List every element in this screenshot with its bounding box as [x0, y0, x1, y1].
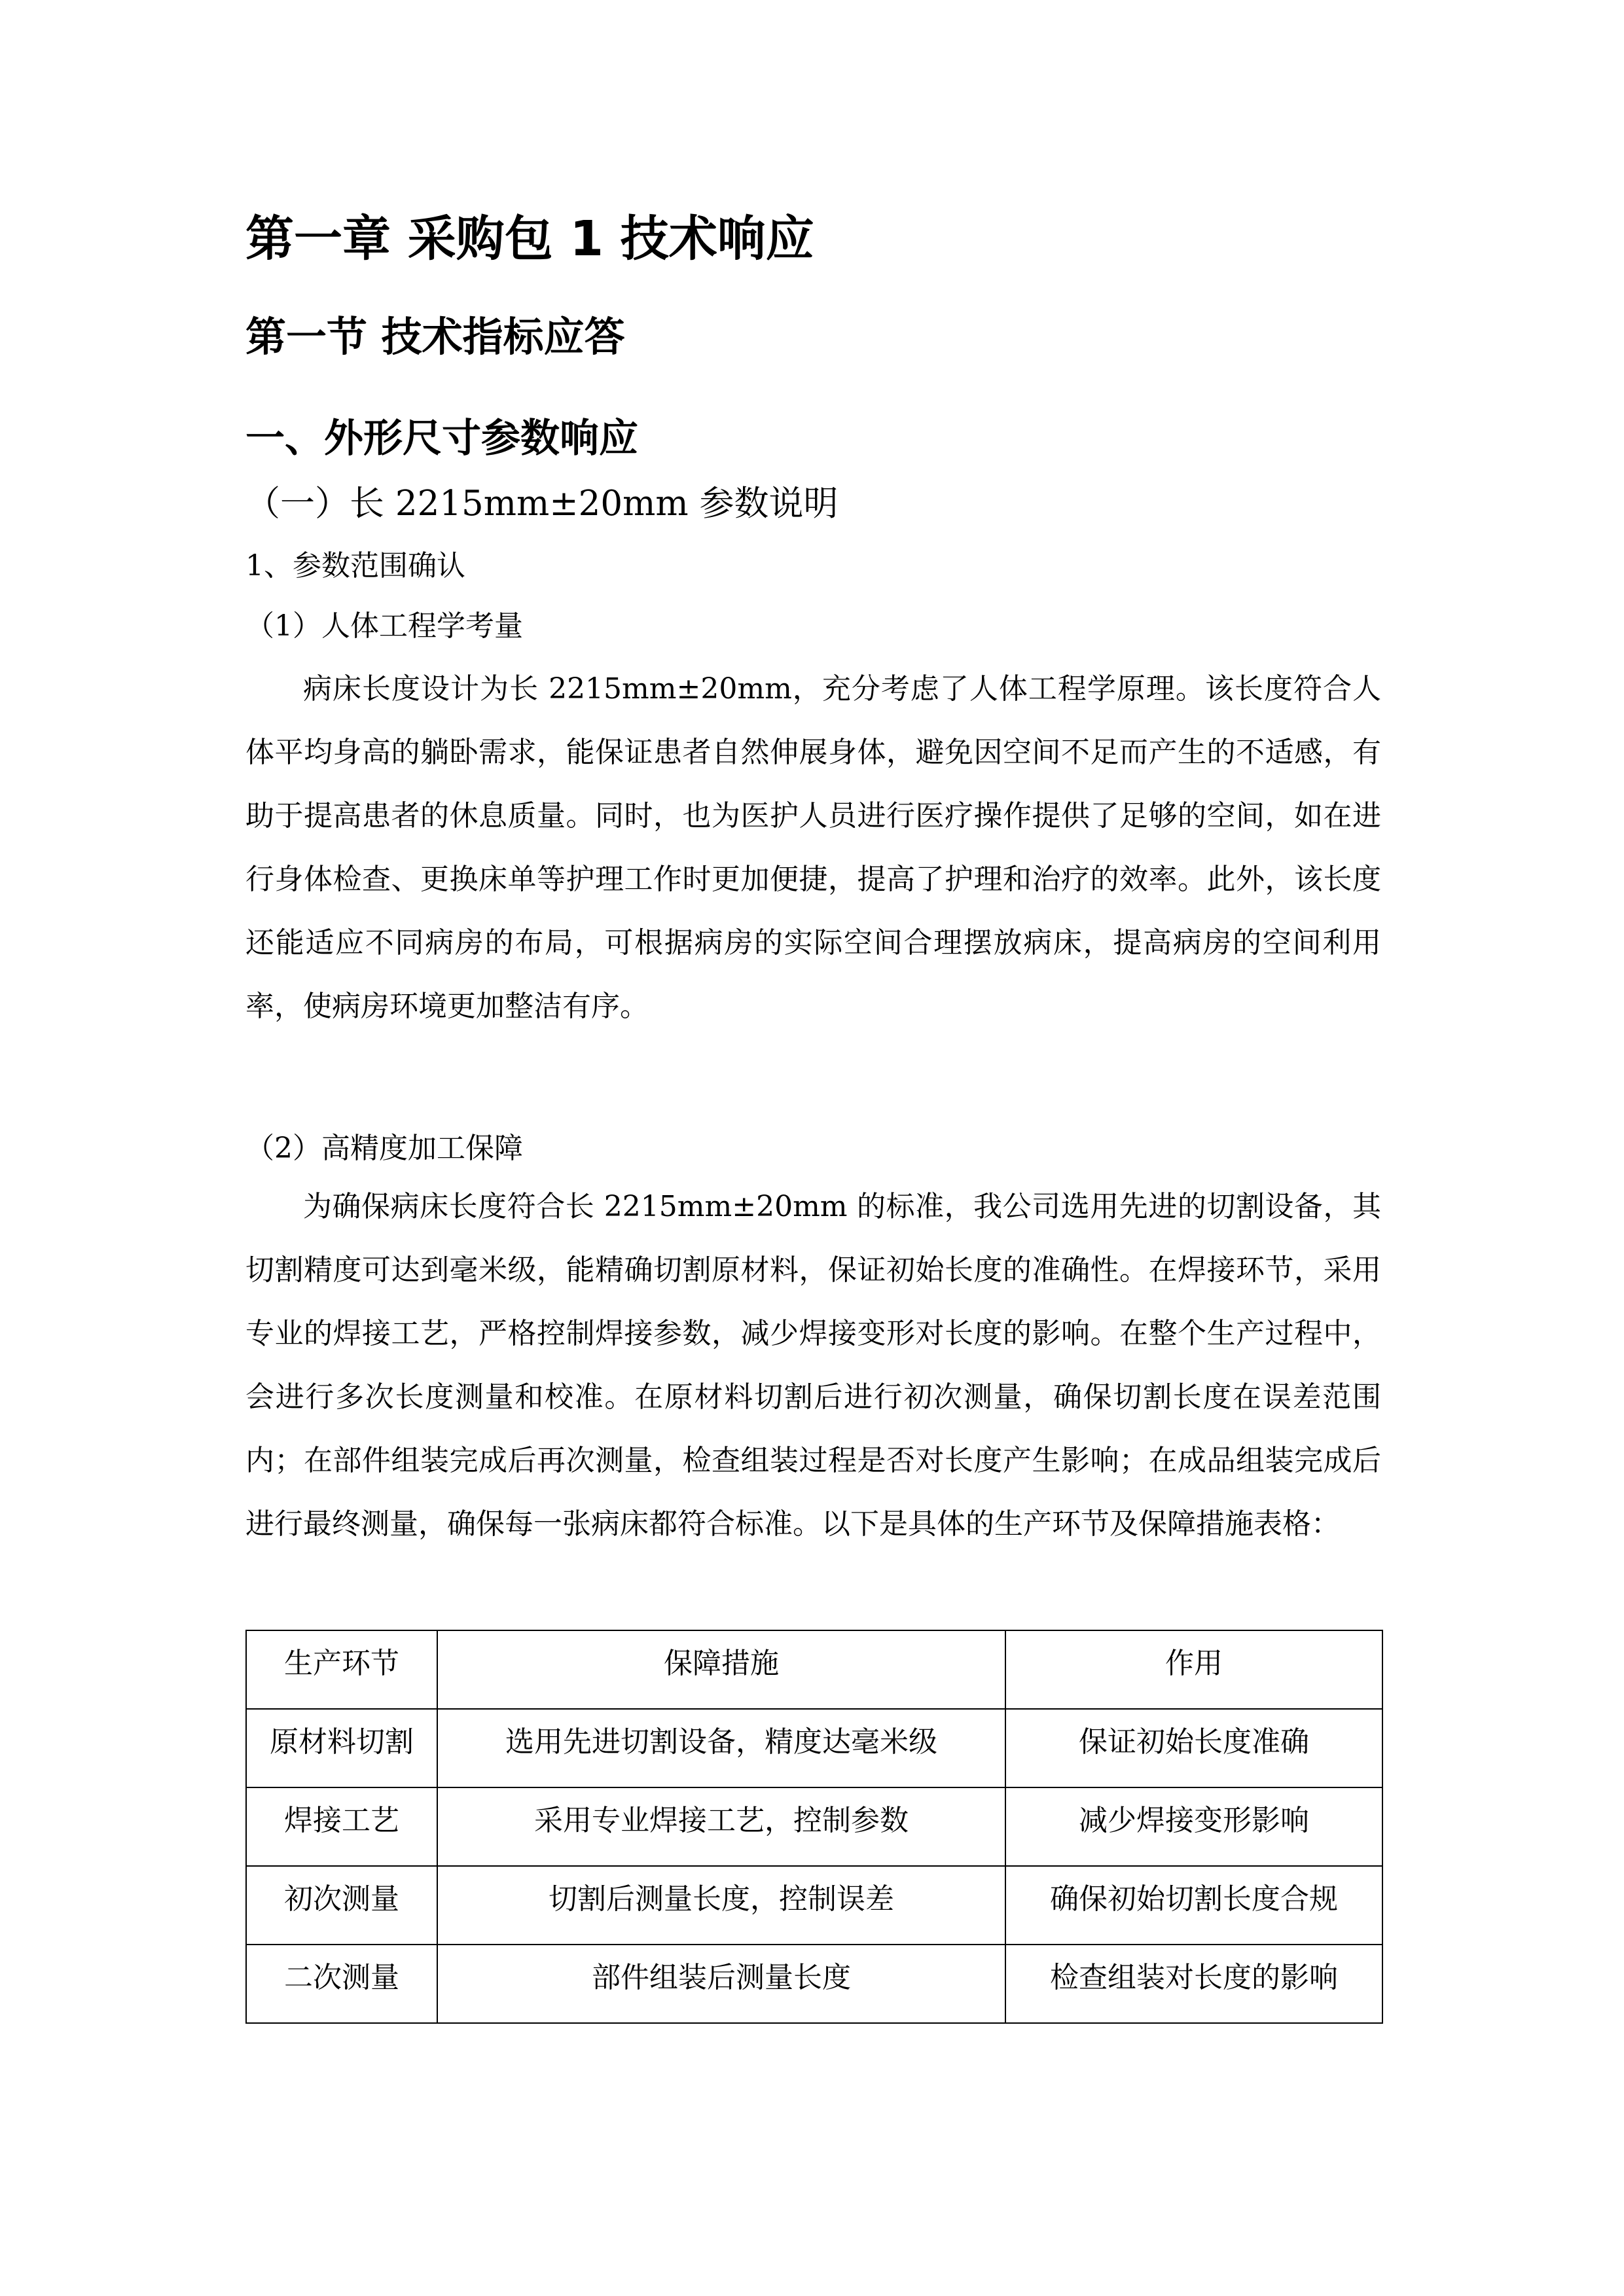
table-cell: 减少焊接变形影响 [1005, 1787, 1382, 1866]
table-cell: 部件组装后测量长度 [437, 1945, 1005, 2023]
table-header-cell: 保障措施 [437, 1630, 1005, 1709]
table-cell: 确保初始切割长度合规 [1005, 1866, 1382, 1945]
table-cell: 保证初始长度准确 [1005, 1709, 1382, 1787]
chapter-title: 第一章 采购包 1 技术响应 [245, 211, 814, 267]
table-cell: 采用专业焊接工艺，控制参数 [437, 1787, 1005, 1866]
table-header-cell: 生产环节 [246, 1630, 437, 1709]
subpoint-1-title: （1）人体工程学考量 [245, 609, 523, 643]
table-cell: 切割后测量长度，控制误差 [437, 1866, 1005, 1945]
table-row [246, 1709, 1382, 1787]
table-row [246, 1945, 1382, 2023]
table-header-cell: 作用 [1005, 1630, 1382, 1709]
production-measures-table [245, 1630, 1383, 2024]
table-row [246, 1787, 1382, 1866]
subpoint-2-title: （2）高精度加工保障 [245, 1132, 523, 1165]
subpoint-2-paragraph: 为确保病床长度符合长 2215mm±20mm 的标准，我公司选用先进的切割设备，其切割精度可达到毫米级，能精确切割原材料，保证初始长度的准确性。在焊接环节，采用专业的焊接工艺，严格控制焊接参数，减少焊接变形对长度的影响。在整个生产过程中，会进行多次长度测量和校准。在原材料切割后进行初次测量，确保切割长度在误差范围内；在部件组装完成后再次测量，检查组装过程是否对长度产生影响；在成品组装完成后进行最终测量，确保每一张病床都符合标准。以下是具体的生产环节及保障措施表格： [245, 1190, 1381, 1541]
table-cell: 选用先进切割设备，精度达毫米级 [437, 1709, 1005, 1787]
table-cell: 二次测量 [246, 1945, 437, 2023]
subsection-title: 一、外形尺寸参数响应 [245, 416, 638, 461]
subpoint-1-paragraph: 病床长度设计为长 2215mm±20mm，充分考虑了人体工程学原理。该长度符合人体平均身高的躺卧需求，能保证患者自然伸展身体，避免因空间不足而产生的不适感，有助于提高患者的休息质量。同时，也为医护人员进行医疗操作提供了足够的空间，如在进行身体检查、更换床单等护理工作时更加便捷，提高了护理和治疗的效率。此外，该长度还能适应不同病房的布局，可根据病房的实际空间合理摆放病床，提高病房的空间利用率，使病房环境更加整洁有序。 [245, 672, 1381, 1023]
table-cell: 原材料切割 [246, 1709, 437, 1787]
table-cell: 检查组装对长度的影响 [1005, 1945, 1382, 2023]
table-header-row [246, 1630, 1382, 1709]
table-row [246, 1866, 1382, 1945]
section-title: 第一节 技术指标应答 [245, 313, 625, 361]
point-title: 1、参数范围确认 [245, 549, 465, 583]
item-title: （一）长 2215mm±20mm 参数说明 [245, 484, 839, 524]
table-cell: 焊接工艺 [246, 1787, 437, 1866]
table-cell: 初次测量 [246, 1866, 437, 1945]
